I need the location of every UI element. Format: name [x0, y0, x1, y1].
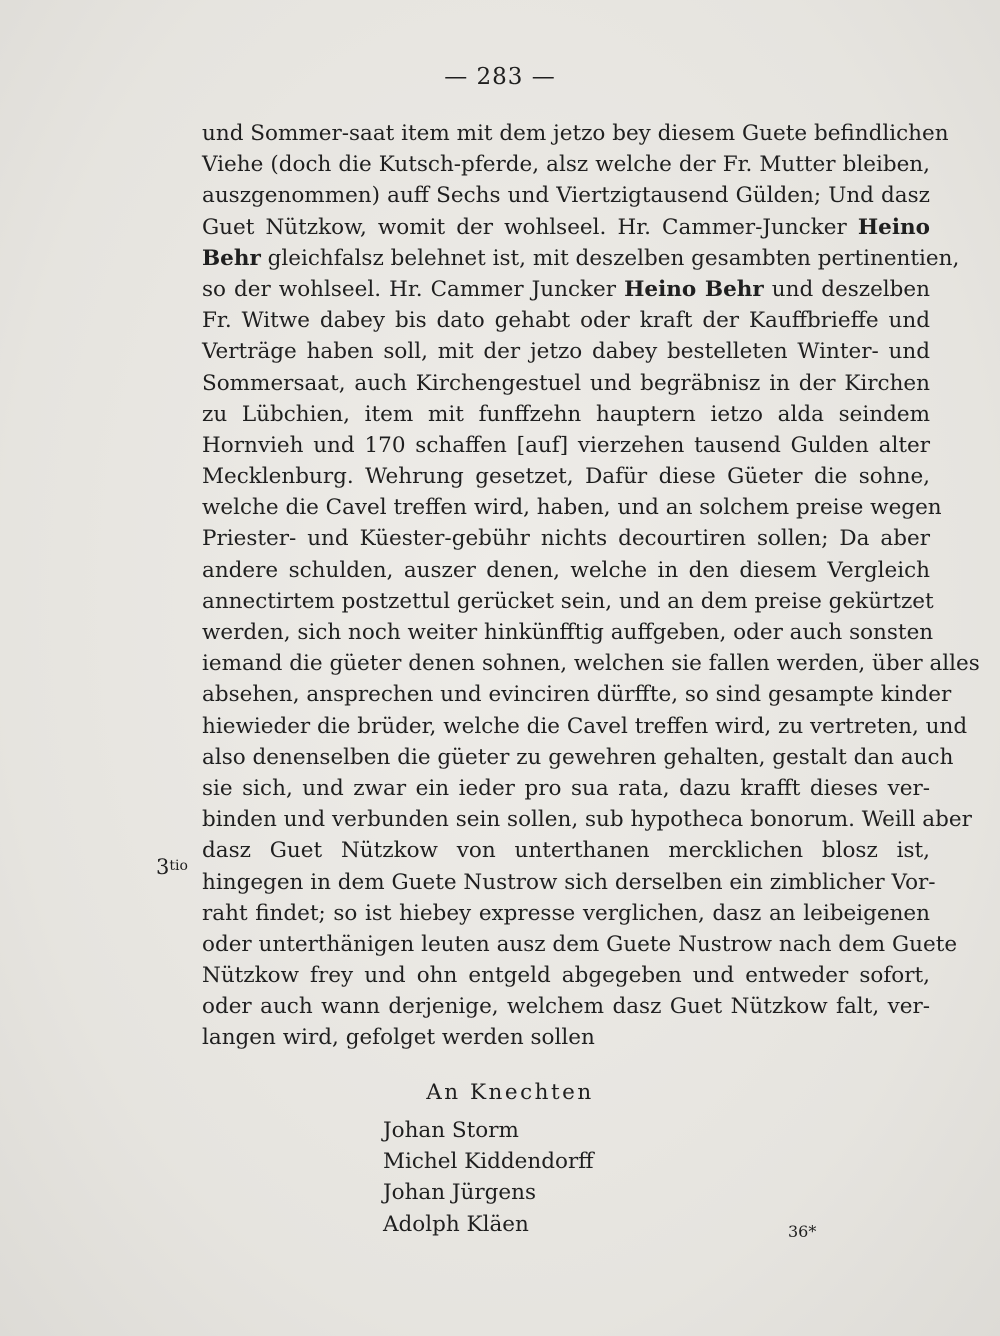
text-line: [202, 679, 952, 710]
margin-note: [156, 851, 188, 883]
margin-note-number: 3: [156, 855, 170, 879]
section-heading: An Knechten: [426, 1080, 594, 1105]
line-text: oder auch wann derjenige, welchem dasz Guet Nützkow falt, ver-: [202, 994, 930, 1020]
text-line: [202, 399, 930, 430]
line-text: andere schulden, auszer denen, welche in den diesem Vergleich: [202, 557, 930, 583]
text-line: [202, 835, 930, 866]
line-text: zu Lübchien, item mit funffzehn hauptern ietzo alda seindem: [202, 401, 930, 427]
text-line: [202, 867, 936, 898]
text-line: [202, 711, 968, 742]
line-text: annectirtem postzettul gerücket sein, und an dem preise gekürtzet: [202, 588, 934, 614]
line-text: Verträge haben soll, mit der jetzo dabey bestelleten Winter- und: [202, 339, 930, 365]
text-line: [202, 773, 930, 804]
text-line: [202, 742, 954, 773]
text-line: [202, 898, 930, 929]
text-line: [202, 212, 930, 243]
line-text: langen wird, gefolget werden sollen: [202, 1025, 595, 1051]
text-line: [202, 149, 930, 180]
line-text: absehen, ansprechen und evinciren dürffte, so sind gesampte kinder: [202, 682, 952, 708]
text-line: [202, 180, 930, 211]
name-item: Adolph Kläen: [383, 1211, 529, 1237]
text-line: [202, 118, 949, 149]
text-line: [202, 991, 930, 1022]
text-line: [202, 305, 930, 336]
name-item: Johan Jürgens: [383, 1180, 537, 1206]
line-text: und Sommer-saat item mit dem jetzo bey diesem Guete befindlichen: [202, 121, 949, 146]
line-text: oder unterthänigen leuten ausz dem Guete Nustrow nach dem Guete: [202, 931, 958, 957]
line-text: sie sich, und zwar ein ieder pro sua rata, dazu krafft dieses ver-: [202, 775, 930, 801]
text-line: [202, 274, 930, 305]
text-line: [202, 617, 934, 648]
body-text: [202, 118, 980, 1054]
line-text: so der wohlseel. Hr. Cammer Juncker: [202, 276, 625, 302]
line-text: dasz Guet Nützkow von unterthanen mercklichen blosz ist,: [202, 838, 930, 864]
text-line: [202, 461, 930, 492]
line-text: Mecklenburg. Wehrung gesetzet, Dafür diese Güeter die sohne,: [202, 464, 930, 490]
line-text: gleichfalsz belehnet ist, mit deszelben gesambten pertinentien,: [260, 245, 960, 271]
line-text: also denenselben die güeter zu gewehren gehalten, gestalt dan auch: [202, 744, 954, 770]
text-line: [202, 804, 972, 835]
name-item: Michel Kiddendorff: [383, 1149, 594, 1175]
line-text: hiewieder die brüder, welche die Cavel treffen wird, zu vertreten, und: [202, 713, 968, 739]
bold-name: Heino Behr: [624, 276, 764, 302]
text-line: [202, 929, 958, 960]
text-line: [202, 1022, 930, 1053]
text-line: [202, 368, 930, 399]
margin-note-suffix: tio: [169, 858, 188, 874]
line-text: hingegen in dem Guete Nustrow sich derselben ein zimblicher Vor-: [202, 869, 936, 895]
line-text: Nützkow frey und ohn entgeld abgegeben und entweder sofort,: [202, 963, 930, 989]
text-line: [202, 523, 930, 554]
line-text: welche die Cavel treffen wird, haben, und an solchem preise wegen: [202, 495, 942, 521]
line-text: Hornvieh und 170 schaffen [auf] vierzehen tausend Gulden alter: [202, 432, 930, 458]
line-text: werden, sich noch weiter hinkünfftig auffgeben, oder auch sonsten: [202, 620, 934, 645]
line-text: Sommersaat, auch Kirchengestuel und begräbnisz in der Kirchen: [202, 370, 930, 396]
line-text: auszgenommen) auff Sechs und Viertzigtausend Gülden; Und dasz: [202, 183, 930, 209]
line-text: Priester- und Küester-gebühr nichts decourtiren sollen; Da aber: [202, 526, 930, 552]
line-text: iemand die güeter denen sohnen, welchen sie fallen werden, über alles: [202, 651, 980, 677]
text-line: [202, 960, 930, 991]
name-item: Johan Storm: [383, 1118, 519, 1143]
text-line: [202, 648, 980, 679]
line-text: raht findet; so ist hiebey expresse verglichen, dasz an leibeigenen: [202, 900, 930, 926]
text-line: [202, 555, 930, 586]
line-text: Guet Nützkow, womit der wohlseel. Hr. Cammer-Juncker: [202, 214, 858, 240]
line-text: Fr. Witwe dabey bis dato gehabt oder kraft der Kauffbrieffe und: [202, 308, 930, 334]
line-text: und deszelben: [763, 276, 931, 302]
text-line: [202, 243, 960, 274]
text-line: [202, 586, 934, 617]
name-list: [383, 1115, 594, 1240]
text-line: [202, 492, 942, 523]
signature-mark: 36*: [788, 1222, 817, 1241]
text-line: [202, 336, 930, 367]
text-line: [202, 430, 930, 461]
line-text: Viehe (doch die Kutsch-pferde, alsz welche der Fr. Mutter bleiben,: [202, 152, 930, 178]
bold-name: Behr: [202, 245, 261, 271]
line-text: binden und verbunden sein sollen, sub hypotheca bonorum. Weill aber: [202, 807, 972, 833]
bold-name: Heino: [857, 214, 930, 240]
page-number: — 283 —: [444, 64, 556, 90]
